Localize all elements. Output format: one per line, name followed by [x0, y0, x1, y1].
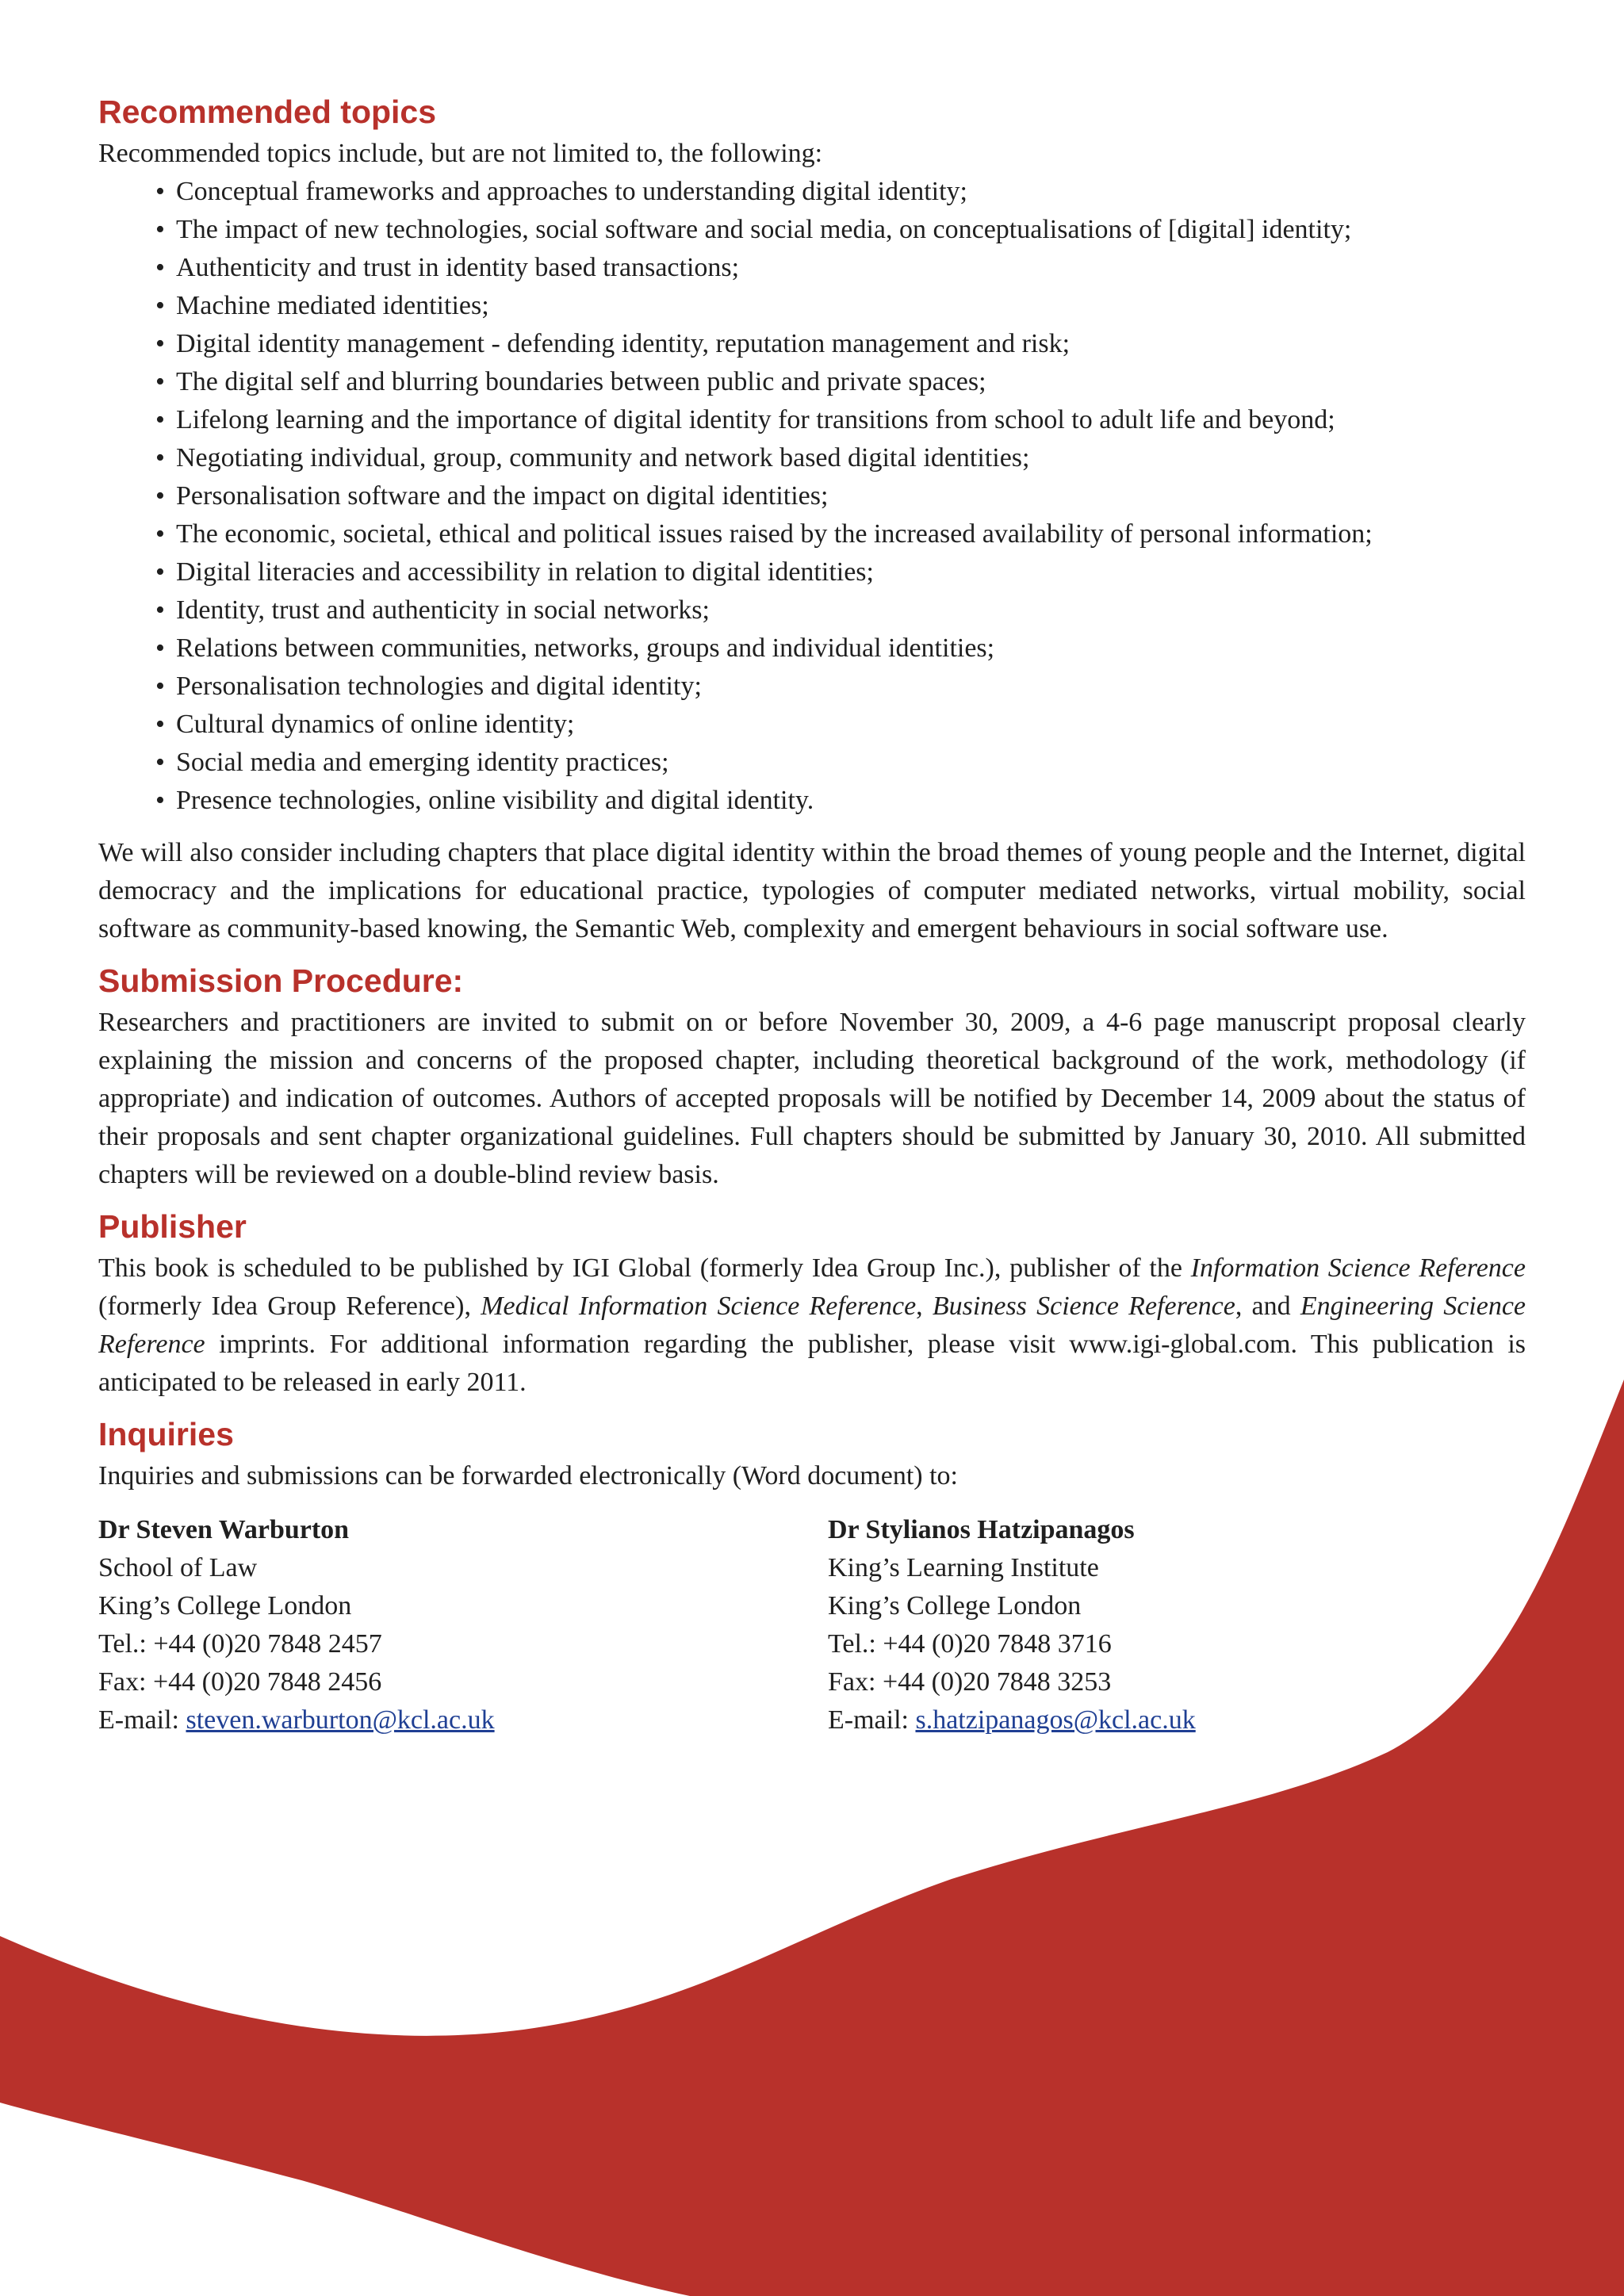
- contact-department: School of Law: [98, 1553, 258, 1582]
- topic-item: • Negotiating individual, group, community and network based digital identities;: [155, 439, 1526, 477]
- publisher-text: (formerly Idea Group Reference),: [98, 1292, 481, 1321]
- inquiries-intro: Inquiries and submissions can be forwarded electronically (Word document) to:: [98, 1461, 958, 1490]
- topic-item: • Cultural dynamics of online identity;: [155, 706, 1526, 744]
- topic-item: • The economic, societal, ethical and political issues raised by the increased availability of personal information;: [155, 515, 1526, 553]
- recommended-topics-closing: We will also consider including chapters that place digital identity within the broad themes of young people and the Internet, digital democracy and the implications for educational practice, typologies of computer mediated networks, virtual mobility, social software as community-based knowing, the Semantic Web, complexity and emergent behaviours in social software use.: [98, 838, 1526, 943]
- topic-item: • The digital self and blurring boundaries between public and private spaces;: [155, 363, 1526, 401]
- contact-card-warburton: [98, 1511, 495, 1739]
- imprint-business-science: Business Science Reference: [932, 1292, 1235, 1321]
- submission-procedure-body: Researchers and practitioners are invited to submit on or before November 30, 2009, a 4-6 page manuscript proposal clearly explaining the mission and concerns of the proposed chapter, including theoretical background of the work, methodology (if appropriate) and indication of outcomes. Authors of accepted proposals will be notified by December 14, 2009 about the status of their proposals and sent chapter organizational guidelines. Full chapters should be submitted by January 30, 2010. All submitted chapters will be reviewed on a double-blind review basis.: [98, 1008, 1526, 1189]
- topic-item: • Relations between communities, networks, groups and individual identities;: [155, 629, 1526, 668]
- recommended-topics-intro: Recommended topics include, but are not limited to, the following:: [98, 139, 823, 168]
- contacts-block: [98, 1511, 1526, 1741]
- contact-card-hatzipanagos: [828, 1511, 1196, 1739]
- topic-item: • Personalisation software and the impact on digital identities;: [155, 477, 1526, 515]
- topic-item: • Digital literacies and accessibility in relation to digital identities;: [155, 553, 1526, 591]
- contact-name: Dr Stylianos Hatzipanagos: [828, 1515, 1135, 1544]
- topic-item: • Lifelong learning and the importance of digital identity for transitions from school to adult life and beyond;: [155, 401, 1526, 439]
- imprint-medical-information-science: Medical Information Science Reference: [481, 1292, 917, 1321]
- publisher-text: imprints. For additional information regarding the publisher, please visit www.igi-global.com. This publication is anticipated to be released in early 2011.: [98, 1330, 1526, 1397]
- topic-item: • Machine mediated identities;: [155, 287, 1526, 325]
- contact-email-line: [98, 1701, 495, 1739]
- topic-item: • Presence technologies, online visibility and digital identity.: [155, 782, 1526, 820]
- contact-name: Dr Steven Warburton: [98, 1515, 350, 1544]
- topic-item: • Personalisation technologies and digital identity;: [155, 668, 1526, 706]
- contact-organization: King’s College London: [828, 1591, 1082, 1621]
- document-content: [98, 89, 1526, 1741]
- topic-item: • Social media and emerging identity practices;: [155, 744, 1526, 782]
- publisher-text: ,: [916, 1292, 933, 1321]
- recommended-topics-heading: Recommended topics: [98, 94, 437, 130]
- contact-telephone: Tel.: +44 (0)20 7848 2457: [98, 1629, 382, 1659]
- email-label: E-mail:: [98, 1705, 186, 1735]
- contact-fax: Fax: +44 (0)20 7848 3253: [828, 1667, 1112, 1697]
- topic-item: • Authenticity and trust in identity based transactions;: [155, 249, 1526, 287]
- email-label: E-mail:: [828, 1705, 916, 1735]
- email-link[interactable]: steven.warburton@kcl.ac.uk: [186, 1705, 495, 1735]
- contact-email-line: [828, 1701, 1196, 1739]
- topic-item: • The impact of new technologies, social software and social media, on conceptualisations of [digital] identity;: [155, 211, 1526, 249]
- imprint-information-science: Information Science Reference: [1190, 1253, 1526, 1283]
- topic-item: • Digital identity management - defending identity, reputation management and risk;: [155, 325, 1526, 363]
- contact-telephone: Tel.: +44 (0)20 7848 3716: [828, 1629, 1112, 1659]
- submission-procedure-heading: Submission Procedure:: [98, 962, 464, 999]
- publisher-body: [98, 1249, 1526, 1402]
- inquiries-heading: Inquiries: [98, 1416, 234, 1452]
- imprint-engineering-science: Engineering Science Reference: [98, 1292, 1526, 1359]
- email-link[interactable]: s.hatzipanagos@kcl.ac.uk: [915, 1705, 1196, 1735]
- topic-item: • Conceptual frameworks and approaches to understanding digital identity;: [155, 173, 1526, 211]
- contact-fax: Fax: +44 (0)20 7848 2456: [98, 1667, 382, 1697]
- recommended-topics-list: [98, 173, 1526, 820]
- contact-department: King’s Learning Institute: [828, 1553, 1099, 1582]
- publisher-text: , and: [1235, 1292, 1300, 1321]
- publisher-text: This book is scheduled to be published by IGI Global (formerly Idea Group Inc.), publisher of the: [98, 1253, 1191, 1283]
- topic-item: • Identity, trust and authenticity in social networks;: [155, 591, 1526, 629]
- publisher-heading: Publisher: [98, 1208, 247, 1245]
- contact-organization: King’s College London: [98, 1591, 352, 1621]
